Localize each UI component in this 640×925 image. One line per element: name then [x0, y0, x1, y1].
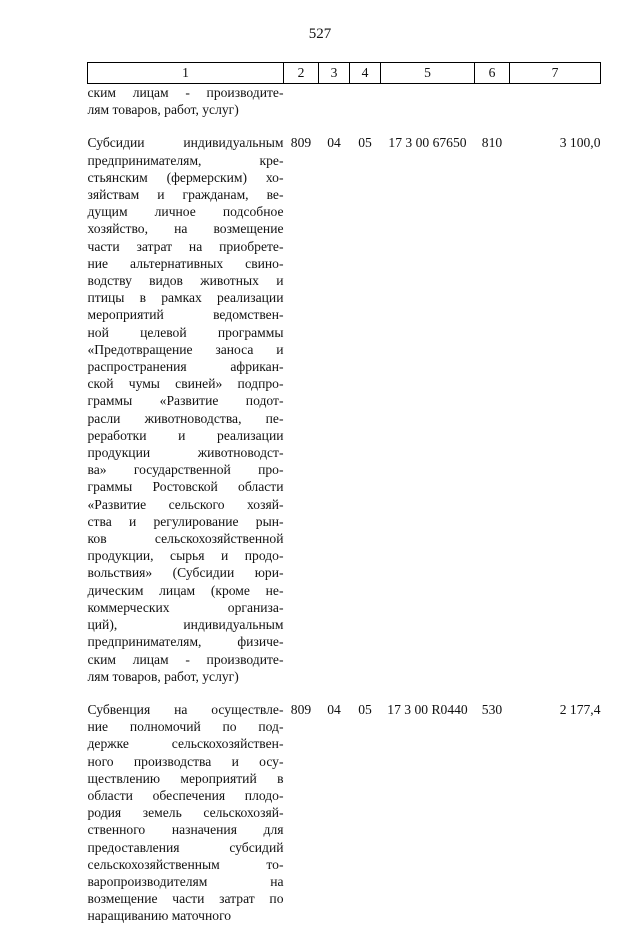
page-number: 527 [308, 26, 332, 42]
text-line: лям товаров, работ, услуг) [87, 668, 239, 684]
text-line: Субсидии индивидуальным [87, 135, 284, 151]
text-line: ние альтернативных свино- [87, 255, 284, 271]
text-line: птицы в рамках реализации [87, 290, 284, 306]
table-row [88, 134, 601, 685]
text-line: ственного назначения для [87, 822, 284, 838]
column-header: 6 [475, 63, 510, 84]
column-header: 5 [381, 63, 475, 84]
cell-target-item: 17 3 00 67650 [388, 135, 467, 151]
cell-ministry: 809 [290, 135, 312, 151]
text-line: части затрат на приобрете- [87, 238, 284, 254]
cell-ministry [284, 84, 319, 119]
cell-subsection [350, 84, 381, 119]
column-header: 4 [350, 63, 381, 84]
text-line: дическим лицам (кроме не- [87, 582, 284, 598]
text-line: Субвенция на осуществле- [87, 701, 284, 717]
text-line: мероприятий ведомствен- [87, 307, 284, 323]
text-line: коммерческих организа- [87, 599, 284, 615]
text-line: дущим личное подсобное [87, 204, 284, 220]
text-line: ков сельскохозяйственной [87, 531, 284, 547]
text-line: «Предотвращение заноса и [87, 341, 284, 357]
column-header: 1 [88, 63, 284, 84]
cell-target-item: 17 3 00 R0440 [387, 701, 468, 717]
text-line: ским лицам - производите- [87, 651, 284, 667]
cell-expense-type [475, 84, 510, 119]
text-line: предпринимателям, кре- [87, 152, 284, 168]
text-line: распространения африкан- [87, 359, 284, 375]
text-line: держке сельскохозяйствен- [87, 736, 284, 752]
text-line: расли животноводства, пе- [87, 410, 284, 426]
cell-subsection: 05 [358, 701, 372, 717]
row-description [88, 134, 284, 685]
text-line: родия земель сельскохозяй- [87, 805, 284, 821]
column-header: 2 [284, 63, 319, 84]
text-line: ций), индивидуальным [87, 617, 284, 633]
cell-amount: 2 177,4 [559, 701, 601, 717]
cell-subsection: 05 [358, 135, 372, 151]
text-line: ного производства и осу- [87, 753, 284, 769]
header-row [88, 63, 601, 84]
text-line: предоставления субсидий [87, 839, 284, 855]
text-line: ским лицам - производите- [87, 85, 284, 100]
cell-ministry: 809 [290, 701, 312, 717]
text-line: продукции, сырья и продо- [87, 548, 284, 564]
column-header: 7 [510, 63, 601, 84]
text-line: граммы «Развитие подот- [87, 393, 284, 409]
cell-expense-type: 530 [481, 701, 503, 717]
text-line: предпринимателям, физиче- [87, 634, 284, 650]
text-line: ской чумы свиней» подпро- [87, 376, 284, 392]
column-header: 3 [319, 63, 350, 84]
cell-target-item [381, 84, 475, 119]
text-line: «Развитие сельского хозяй- [87, 496, 284, 512]
cell-section: 04 [327, 135, 341, 151]
text-line: зяйствам и гражданам, ве- [87, 187, 284, 203]
cell-amount [510, 84, 601, 119]
cell-expense-type: 810 [481, 135, 503, 151]
text-line: продукции животноводст- [87, 445, 284, 461]
text-line: ществлению мероприятий в [87, 770, 284, 786]
text-line: области обеспечения плодо- [87, 787, 284, 803]
budget-table [87, 62, 601, 925]
text-line: вольствия» (Субсидии юри- [87, 565, 284, 581]
text-line: ной целевой программы [87, 324, 284, 340]
text-line: граммы Ростовской области [87, 479, 284, 495]
table-row [88, 84, 601, 119]
text-line: хозяйство, на возмещение [87, 221, 284, 237]
text-line: ние полномочий по под- [87, 719, 284, 735]
text-line: наращиванию маточного [87, 908, 232, 924]
text-line: водству видов животных и [87, 273, 284, 289]
row-description [88, 84, 284, 119]
text-line: возмещение части затрат по [87, 891, 284, 907]
cell-section: 04 [327, 701, 341, 717]
cell-amount: 3 100,0 [559, 135, 601, 151]
text-line: сельскохозяйственным то- [87, 856, 284, 872]
text-line: лям товаров, работ, услуг) [87, 102, 239, 118]
table-row [88, 701, 601, 925]
text-line: варопроизводителям на [87, 873, 284, 889]
row-description [88, 701, 284, 925]
cell-section [319, 84, 350, 119]
text-line: ва» государственной про- [87, 462, 284, 478]
text-line: стьянским (фермерским) хо- [87, 169, 284, 185]
text-line: реработки и реализации [87, 427, 284, 443]
text-line: ства и регулирование рын- [87, 513, 284, 529]
